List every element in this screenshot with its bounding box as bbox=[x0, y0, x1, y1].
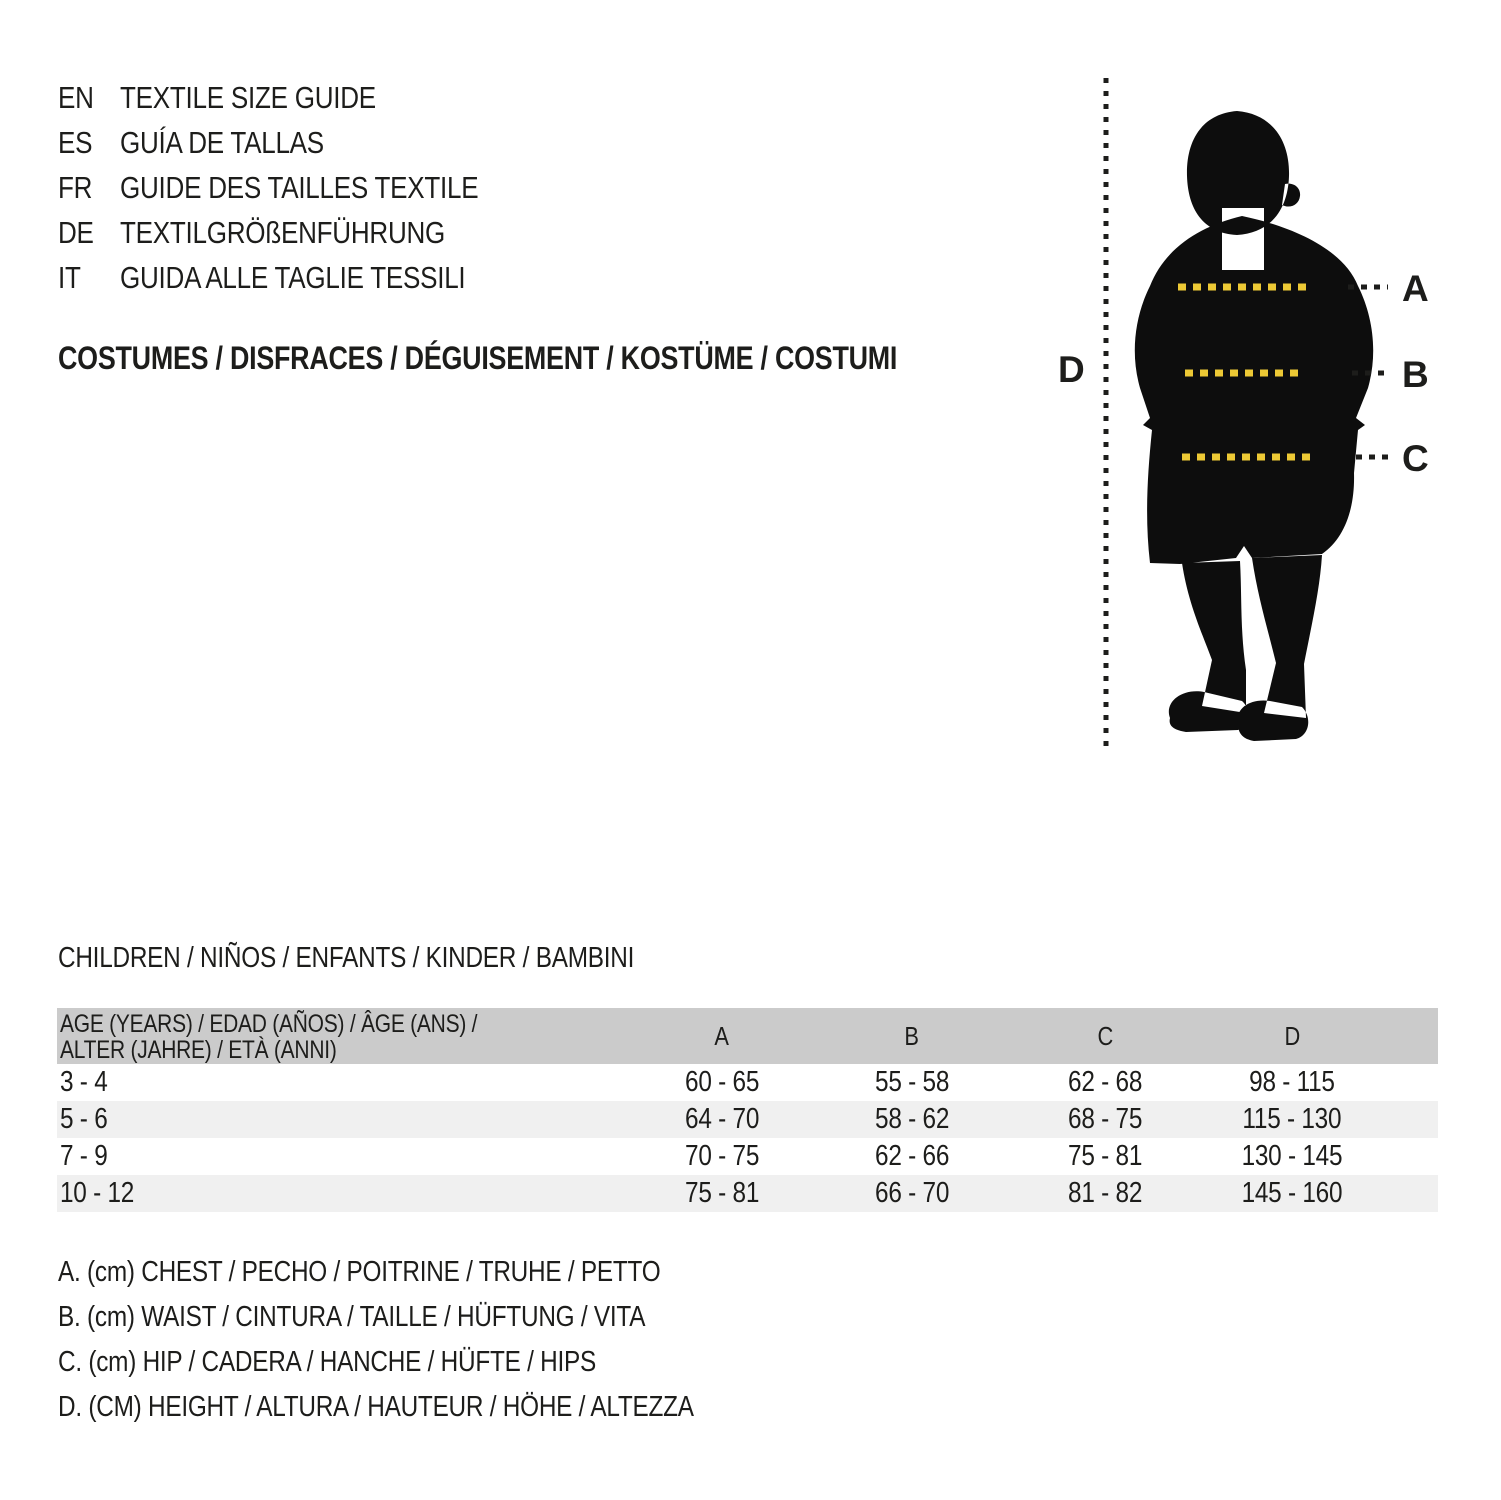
height-value: 115 - 130 bbox=[1242, 1103, 1342, 1135]
column-header-d: D bbox=[1284, 1020, 1300, 1051]
children-section-title: CHILDREN / NIÑOS / ENFANTS / KINDER / BAMBINI bbox=[58, 942, 635, 974]
column-header-a: A bbox=[714, 1020, 730, 1051]
lang-title-it: GUIDA ALLE TAGLIE TESSILI bbox=[120, 259, 466, 295]
lang-code-en: EN bbox=[58, 79, 94, 115]
chest-value: 70 - 75 bbox=[684, 1140, 760, 1172]
table-row bbox=[57, 1064, 1438, 1101]
age-column-header: AGE (YEARS) / EDAD (AÑOS) / ÂGE (ANS) / ALTER (JAHRE) / ETÀ (ANNI) bbox=[60, 1010, 478, 1064]
height-value: 145 - 160 bbox=[1241, 1177, 1343, 1209]
lang-title-es: GUÍA DE TALLAS bbox=[120, 124, 324, 160]
chest-value: 60 - 65 bbox=[684, 1066, 760, 1098]
lang-title-fr: GUIDE DES TAILLES TEXTILE bbox=[120, 169, 479, 205]
chest-value: 75 - 81 bbox=[684, 1177, 760, 1209]
hip-value: 75 - 81 bbox=[1067, 1140, 1143, 1172]
category-title: COSTUMES / DISFRACES / DÉGUISEMENT / KOSTÜME / COSTUMI bbox=[58, 340, 898, 376]
lang-title-de: TEXTILGRÖßENFÜHRUNG bbox=[120, 214, 446, 250]
legend-waist: B. (cm) WAIST / CINTURA / TAILLE / HÜFTUNG / VITA bbox=[58, 1301, 646, 1333]
lang-row-en bbox=[58, 75, 547, 120]
lang-code-de: DE bbox=[58, 214, 94, 250]
column-header-c: C bbox=[1097, 1020, 1113, 1051]
table-row bbox=[57, 1175, 1438, 1212]
height-value: 98 - 115 bbox=[1249, 1066, 1335, 1098]
label-d: D bbox=[1058, 349, 1085, 390]
table-row bbox=[57, 1101, 1438, 1138]
label-c: C bbox=[1402, 438, 1429, 479]
lang-code-es: ES bbox=[58, 124, 93, 160]
legend-hip: C. (cm) HIP / CADERA / HANCHE / HÜFTE / HIPS bbox=[58, 1346, 596, 1378]
hip-value: 81 - 82 bbox=[1067, 1177, 1143, 1209]
age-value: 5 - 6 bbox=[60, 1103, 108, 1135]
lang-row-de bbox=[58, 210, 547, 255]
measurement-figure bbox=[1050, 58, 1500, 763]
lang-code-it: IT bbox=[58, 259, 81, 295]
waist-value: 58 - 62 bbox=[874, 1103, 950, 1135]
chest-value: 64 - 70 bbox=[684, 1103, 760, 1135]
label-b: B bbox=[1402, 354, 1429, 395]
lang-title-en: TEXTILE SIZE GUIDE bbox=[120, 79, 376, 115]
lang-row-fr bbox=[58, 165, 547, 210]
hip-value: 62 - 68 bbox=[1067, 1066, 1143, 1098]
table-row bbox=[57, 1138, 1438, 1175]
lang-code-fr: FR bbox=[58, 169, 93, 205]
age-value: 10 - 12 bbox=[60, 1177, 135, 1209]
measurement-legend bbox=[58, 1250, 815, 1430]
child-silhouette-diagram bbox=[1050, 58, 1500, 763]
column-header-b: B bbox=[904, 1020, 920, 1051]
label-a: A bbox=[1402, 268, 1429, 309]
legend-chest: A. (cm) CHEST / PECHO / POITRINE / TRUHE / PETTO bbox=[58, 1256, 661, 1288]
waist-value: 66 - 70 bbox=[874, 1177, 950, 1209]
lang-row-es bbox=[58, 120, 547, 165]
child-silhouette bbox=[1135, 111, 1373, 741]
table-header-row bbox=[57, 1008, 1438, 1064]
waist-value: 62 - 66 bbox=[874, 1140, 950, 1172]
legend-height: D. (CM) HEIGHT / ALTURA / HAUTEUR / HÖHE / ALTEZZA bbox=[58, 1391, 694, 1423]
age-value: 7 - 9 bbox=[60, 1140, 108, 1172]
height-value: 130 - 145 bbox=[1241, 1140, 1343, 1172]
lang-row-it bbox=[58, 255, 547, 300]
children-size-table bbox=[57, 1008, 1438, 1212]
hip-value: 68 - 75 bbox=[1067, 1103, 1143, 1135]
waist-value: 55 - 58 bbox=[874, 1066, 950, 1098]
language-title-list bbox=[58, 75, 547, 300]
age-value: 3 - 4 bbox=[60, 1066, 108, 1098]
